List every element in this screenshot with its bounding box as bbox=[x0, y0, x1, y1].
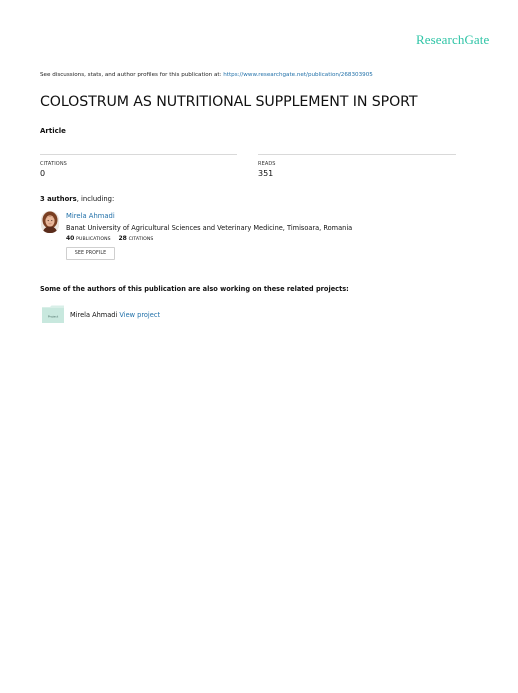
authors-heading bbox=[40, 195, 114, 203]
reads-value: 351 bbox=[258, 169, 274, 178]
authors-including: , including: bbox=[76, 195, 115, 203]
project-row bbox=[70, 311, 160, 319]
author-citations-label: CITATIONS bbox=[128, 237, 154, 242]
citations-value: 0 bbox=[40, 169, 46, 178]
reads-divider bbox=[258, 154, 456, 155]
project-author: Mirela Ahmadi bbox=[70, 311, 118, 319]
citations-divider bbox=[40, 154, 237, 155]
related-projects-heading: Some of the authors of this publication are also working on these related projects: bbox=[40, 285, 349, 293]
publication-type: Article bbox=[40, 127, 66, 135]
discussion-note bbox=[40, 72, 373, 78]
page-title: COLOSTRUM AS NUTRITIONAL SUPPLEMENT IN SPORT bbox=[40, 94, 418, 110]
project-thumb-label: Project bbox=[47, 314, 59, 319]
project-folder-icon bbox=[42, 305, 64, 323]
avatar[interactable] bbox=[41, 211, 59, 233]
authors-count: 3 authors bbox=[40, 195, 77, 203]
avatar-portrait-icon bbox=[41, 211, 59, 233]
see-profile-button[interactable]: SEE PROFILE bbox=[66, 247, 115, 260]
publications-label: PUBLICATIONS bbox=[76, 237, 111, 242]
discussion-note-text: See discussions, stats, and author profiles for this publication at: bbox=[40, 72, 224, 78]
view-project-link[interactable]: View project bbox=[119, 311, 161, 319]
publication-link[interactable]: https://www.researchgate.net/publication/268303905 bbox=[223, 72, 373, 78]
citations-label: CITATIONS bbox=[40, 161, 67, 167]
author-stats bbox=[66, 235, 159, 242]
reads-label: READS bbox=[258, 161, 276, 167]
author-citations-count: 28 bbox=[118, 235, 127, 242]
researchgate-logo[interactable]: ResearchGate bbox=[416, 32, 490, 47]
publications-count: 40 bbox=[66, 235, 75, 242]
author-affiliation: Banat University of Agricultural Sciences and Veterinary Medicine, Timisoara, Romania bbox=[66, 224, 353, 232]
author-name-link[interactable]: Mirela Ahmadi bbox=[66, 212, 115, 220]
project-thumbnail[interactable] bbox=[42, 305, 64, 323]
